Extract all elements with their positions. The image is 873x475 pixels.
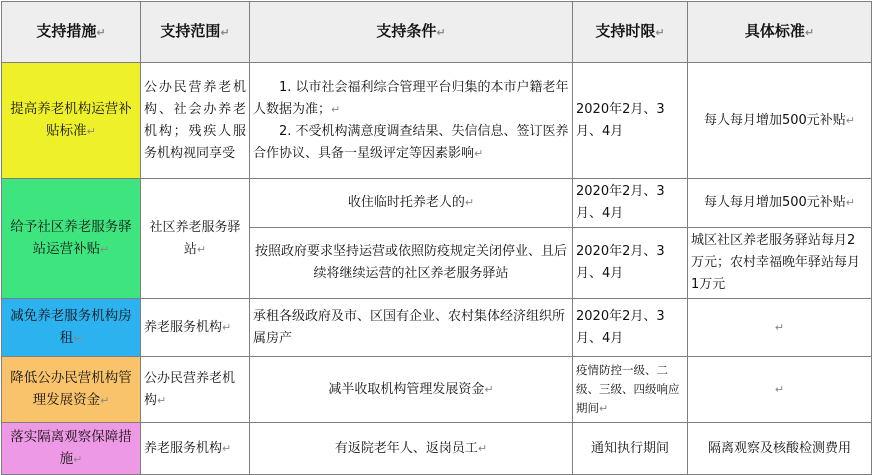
scope-cell: 养老服务机构↵ <box>141 299 250 357</box>
header-standard: 具体标准↵ <box>688 2 872 63</box>
standard-cell: ↵ <box>688 357 872 423</box>
measure-cell: 提高养老机构运营补贴标准↵ <box>2 63 141 179</box>
table-row <box>2 179 872 228</box>
condition-cell: 减半收取机构管理发展资金↵ <box>250 357 573 423</box>
table-row <box>2 357 872 423</box>
header-scope: 支持范围↵ <box>141 2 250 63</box>
condition-cell: 1. 以市社会福利综合管理平台归集的本市户籍老年人数据为准；↵ 2. 不受机构满意度调查结果、失信信息、签订医养合作协议、具备一星级评定等因素影响↵ <box>250 63 573 179</box>
header-condition: 支持条件↵ <box>250 2 573 63</box>
condition-cell: 收住临时托养老人的↵ <box>250 179 573 228</box>
standard-cell: 每人每月增加500元补贴↵ <box>688 179 872 228</box>
standard-cell: 隔离观察及核酸检测费用 <box>688 423 872 475</box>
measure-cell: 降低公办民营机构管理发展资金↵ <box>2 357 141 423</box>
period-cell: 2020年2月、3月、4月 <box>573 179 688 228</box>
scope-cell: 养老服务机构↵ <box>141 423 250 475</box>
standard-cell: 每人每月增加500元补贴↵ <box>688 63 872 179</box>
measure-cell: 给予社区养老服务驿站运营补贴↵ <box>2 179 141 299</box>
scope-cell: 公办民营养老机构↵ <box>141 357 250 423</box>
measure-cell: 落实隔离观察保障措施↵ <box>2 423 141 475</box>
measure-cell: 减免养老服务机构房租↵ <box>2 299 141 357</box>
period-cell: 通知执行期间 <box>573 423 688 475</box>
condition-cell: 承租各级政府及市、区国有企业、农村集体经济组织所属房产 <box>250 299 573 357</box>
support-measures-table <box>1 1 872 475</box>
period-cell: 2020年2月、3月、4月 <box>573 228 688 299</box>
table-row <box>2 63 872 179</box>
period-cell: 2020年2月、3月、4月 <box>573 299 688 357</box>
header-period: 支持时限↵ <box>573 2 688 63</box>
condition-cell: 有返院老年人、返岗员工↵ <box>250 423 573 475</box>
standard-cell: 城区社区养老服务驿站每月2万元；农村幸福晚年驿站每月1万元 <box>688 228 872 299</box>
table-row <box>2 299 872 357</box>
period-cell: 疫情防控一级、二级、三级、四级响应期间↵ <box>573 357 688 423</box>
scope-cell: 社区养老服务驿站↵ <box>141 179 250 299</box>
header-measure: 支持措施↵ <box>2 2 141 63</box>
period-cell: 2020年2月、3月、4月 <box>573 63 688 179</box>
condition-cell: 按照政府要求坚持运营或依照防疫规定关闭停业、且后续将继续运营的社区养老服务驿站 <box>250 228 573 299</box>
table-row <box>2 423 872 475</box>
scope-cell: 公办民营养老机构、社会办养老机构；残疾人服务机构视同享受 <box>141 63 250 179</box>
standard-cell: ↵ <box>688 299 872 357</box>
header-row <box>2 2 872 63</box>
